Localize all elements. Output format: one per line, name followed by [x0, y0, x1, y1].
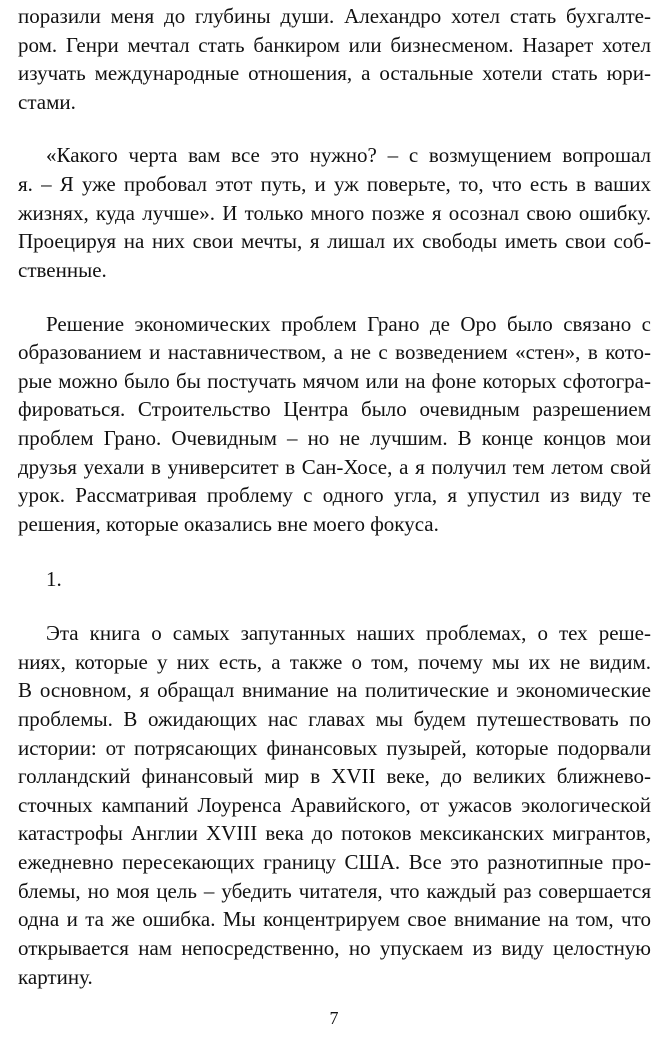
- text-line: блемы, но моя цель – убедить читателя, что каждый раз совершается: [18, 879, 651, 903]
- text-line: Эта книга о самых запутанных наших проблемах, о тех реше-: [46, 621, 651, 645]
- text-line: проблемы. В ожидающих нас главах мы будем путешествовать по: [18, 707, 651, 731]
- text-line: рые можно было бы постучать мячом или на фоне которых сфотогра-: [18, 369, 651, 393]
- text-line: «Какого черта вам все это нужно? – с возмущением вопрошал: [46, 143, 651, 167]
- text-line: друзья уехали в университет в Сан-Хосе, а я получил тем летом свой: [18, 455, 651, 479]
- text-line: открывается нам непосредственно, но упускаем из виду целостную: [18, 936, 651, 960]
- text-line: голландский финансовый мир в XVII веке, до великих ближнево-: [18, 764, 651, 788]
- text-line: Решение экономических проблем Грано де Оро было связано с: [46, 312, 651, 336]
- text-line: сточных кампаний Лоуренса Аравийского, от ужасов экологической: [18, 793, 651, 817]
- text-line: изучать международные отношения, а остальные хотели стать юри-: [18, 61, 651, 85]
- page-number: 7: [329, 1008, 339, 1028]
- text-line: ниях, которые у них есть, а также о том, почему мы их не видим.: [18, 650, 651, 674]
- text-line: одна и та же ошибка. Мы концентрируем свое внимание на том, что: [18, 907, 651, 931]
- text-line: образованием и наставничеством, а не с возведением «стен», в кото-: [18, 340, 651, 364]
- text-line: Проецируя на них свои мечты, я лишал их свободы иметь свои соб-: [18, 229, 651, 253]
- text-line: фироваться. Строительство Центра было очевидным разрешением: [18, 397, 651, 421]
- section-number: 1.: [46, 567, 62, 591]
- text-line: проблем Грано. Очевидным – но не лучшим. В конце концов мои: [18, 426, 651, 450]
- text-line: картину.: [18, 965, 93, 989]
- text-line: ственные.: [18, 258, 107, 282]
- text-line: стами.: [18, 90, 76, 114]
- text-line: жизнях, куда лучше». И только много позже я осознал свою ошибку.: [18, 201, 651, 225]
- text-line: ром. Генри мечтал стать банкиром или бизнесменом. Назарет хотел: [18, 33, 651, 57]
- text-line: В основном, я обращал внимание на политические и экономические: [18, 678, 651, 702]
- text-line: ежедневно пересекающих границу США. Все это разнотипные про-: [18, 850, 651, 874]
- text-line: урок. Рассматривая проблему с одного угла, я упустил из виду те: [18, 483, 651, 507]
- text-line: поразили меня до глубины души. Алехандро хотел стать бухгалте-: [18, 4, 651, 28]
- text-line: истории: от потрясающих финансовых пузырей, которые подорвали: [18, 736, 651, 760]
- text-line: решения, которые оказались вне моего фокуса.: [18, 512, 439, 536]
- text-line: я. – Я уже пробовал этот путь, и уж поверьте, то, что есть в ваших: [18, 172, 651, 196]
- text-line: катастрофы Англии XVIII века до потоков мексиканских мигрантов,: [18, 821, 651, 845]
